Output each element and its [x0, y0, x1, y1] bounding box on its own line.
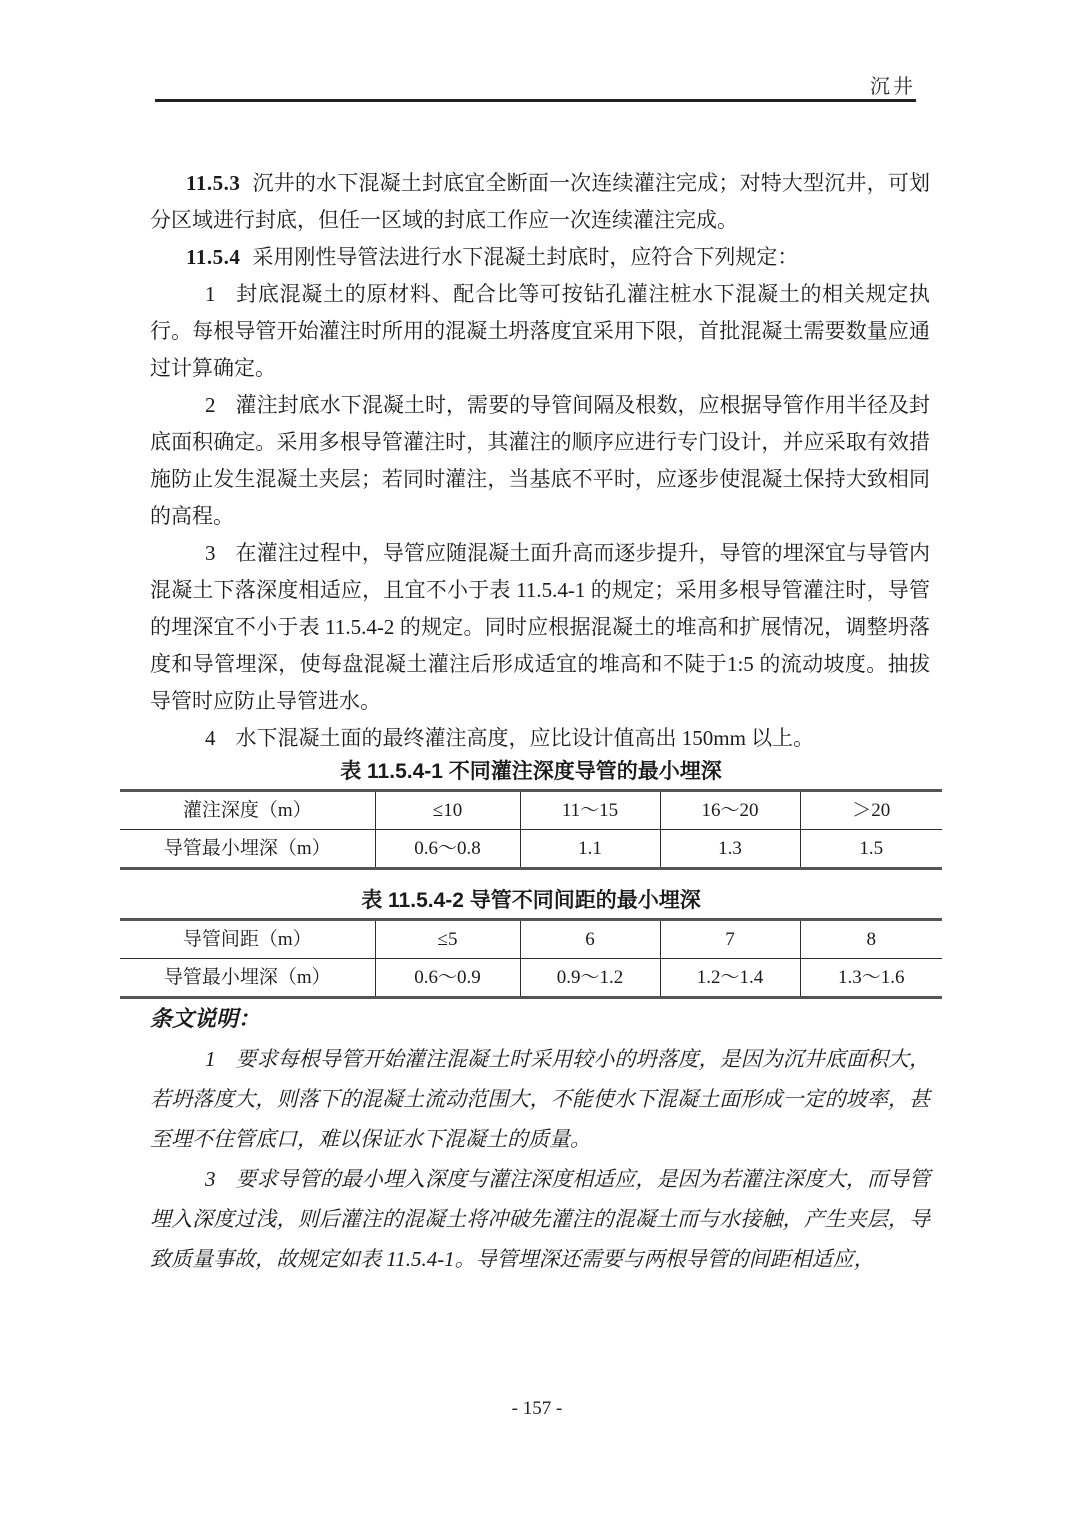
- item-text: 要求导管的最小埋入深度与灌注深度相适应，是因为若灌注深度大，而导管埋入深度过浅，则后灌注的混凝土将冲破先灌注的混凝土而与水接触，产生夹层，导致质量事故，故规定如表 11.5.4-1。导管埋深还需要与两根导管的间距相适应，: [150, 1167, 930, 1271]
- table-cell: 0.9～1.2: [520, 959, 660, 998]
- commentary-item-3: [150, 1159, 930, 1279]
- item-number: 3: [205, 1167, 216, 1191]
- table-cell: 1.3: [660, 830, 800, 869]
- table-cell: 1.5: [800, 830, 942, 869]
- clause-11-5-4-number: 11.5.4: [186, 245, 241, 269]
- table-cell: 11～15: [520, 791, 660, 830]
- table-cell: 1.3～1.6: [800, 959, 942, 998]
- table-cell: ≤10: [375, 791, 520, 830]
- table-cell: 0.6～0.9: [375, 959, 520, 998]
- table-row: [120, 830, 942, 869]
- table-row: [120, 791, 942, 830]
- page-number: - 157 -: [511, 1398, 563, 1419]
- header-rule: [155, 99, 916, 102]
- table-11-5-4-1-title: 表 11.5.4-1 不同灌注深度导管的最小埋深: [340, 760, 722, 783]
- clause-11-5-4-item-4: [150, 720, 930, 757]
- item-text: 灌注封底水下混凝土时，需要的导管间隔及根数，应根据导管作用半径及封底面积确定。采用多根导管灌注时，其灌注的顺序应进行专门设计，并应采取有效措施防止发生混凝土夹层；若同时灌注，当基底不平时，应逐步使混凝土保持大致相同的高程。: [150, 393, 930, 528]
- item-number: 3: [205, 541, 216, 565]
- document-body: [150, 165, 930, 1279]
- item-text: 封底混凝土的原材料、配合比等可按钻孔灌注桩水下混凝土的相关规定执行。每根导管开始灌注时所用的混凝土坍落度宜采用下限，首批混凝土需要数量应通过计算确定。: [150, 282, 930, 380]
- table-cell: 导管最小埋深（m）: [120, 830, 375, 869]
- clause-11-5-3: [150, 165, 930, 239]
- table-cell: 8: [800, 920, 942, 959]
- clause-11-5-3-number: 11.5.3: [186, 171, 241, 195]
- item-text: 在灌注过程中，导管应随混凝土面升高而逐步提升，导管的埋深宜与导管内混凝土下落深度相适应，且宜不小于表 11.5.4-1 的规定；采用多根导管灌注时，导管的埋深宜不小于表 11.5.4-2 的规定。同时应根据混凝土的堆高和扩展情况，调整坍落度和导管埋深，使每盘混凝土灌注后形成适宜的堆高和不陡于1:5 的流动坡度。抽拔导管时应防止导管进水。: [150, 541, 930, 713]
- table-11-5-4-2: [120, 918, 942, 999]
- table-cell: ≤5: [375, 920, 520, 959]
- clause-11-5-4-item-1: [150, 276, 930, 387]
- clause-11-5-4-item-3: [150, 535, 930, 720]
- item-text: 要求每根导管开始灌注混凝土时采用较小的坍落度，是因为沉井底面积大，若坍落度大，则落下的混凝土流动范围大，不能使水下混凝土面形成一定的坡率，甚至埋不住管底口，难以保证水下混凝土的质量。: [150, 1047, 930, 1151]
- clause-11-5-4-text: 采用刚性导管法进行水下混凝土封底时，应符合下列规定：: [252, 245, 799, 269]
- table-cell: 7: [660, 920, 800, 959]
- item-number: 1: [205, 282, 216, 306]
- clause-11-5-3-text: 沉井的水下混凝土封底宜全断面一次连续灌注完成；对特大型沉井，可划分区域进行封底，但任一区域的封底工作应一次连续灌注完成。: [150, 171, 930, 232]
- clause-11-5-4-item-2: [150, 387, 930, 535]
- commentary-item-1: [150, 1039, 930, 1159]
- table-cell: 1.2～1.4: [660, 959, 800, 998]
- table-cell: 灌注深度（m）: [120, 791, 375, 830]
- clause-11-5-4: [150, 239, 930, 276]
- table-cell: ＞20: [800, 791, 942, 830]
- commentary-heading: 条文说明：: [150, 1006, 261, 1031]
- table-cell: 0.6～0.8: [375, 830, 520, 869]
- running-head-title: 沉井: [870, 76, 916, 98]
- table-cell: 导管最小埋深（m）: [120, 959, 375, 998]
- table-cell: 1.1: [520, 830, 660, 869]
- table-11-5-4-1: [120, 789, 942, 870]
- item-number: 4: [205, 726, 216, 750]
- item-number: 2: [205, 393, 216, 417]
- item-number: 1: [205, 1047, 216, 1071]
- table-cell: 导管间距（m）: [120, 920, 375, 959]
- item-text: 水下混凝土面的最终灌注高度，应比设计值高出 150mm 以上。: [235, 726, 815, 750]
- table-11-5-4-2-block: [120, 886, 942, 999]
- table-11-5-4-1-block: [120, 757, 942, 870]
- table-11-5-4-2-title: 表 11.5.4-2 导管不同间距的最小埋深: [361, 889, 701, 912]
- table-cell: 16～20: [660, 791, 800, 830]
- table-cell: 6: [520, 920, 660, 959]
- table-row: [120, 959, 942, 998]
- table-row: [120, 920, 942, 959]
